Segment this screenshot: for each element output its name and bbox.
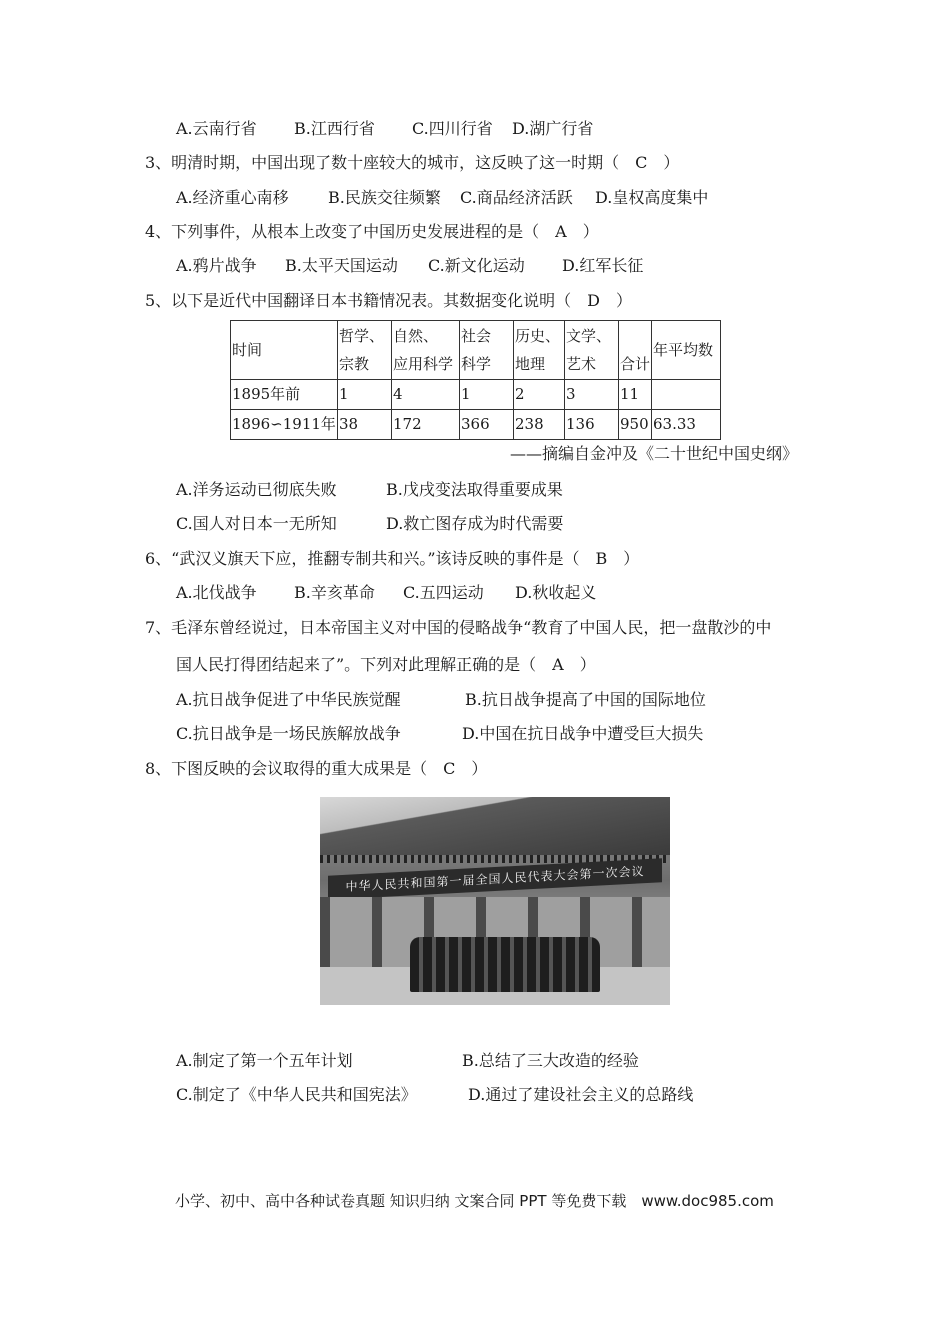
q8-stem: 8、下图反映的会议取得的重大成果是（ C ）: [145, 759, 488, 778]
cell: 1895年前: [231, 380, 338, 410]
q4-option-a: A.鸦片战争: [176, 256, 257, 275]
q5-option-c: C.国人对日本一无所知: [176, 514, 337, 533]
table-row: [231, 410, 721, 440]
q7-option-c: C.抗日战争是一场民族解放战争: [176, 724, 401, 743]
cell: 38: [338, 410, 392, 440]
cell: 11: [619, 380, 652, 410]
translation-table: [230, 320, 721, 440]
cell: 1896∽1911年: [231, 410, 338, 440]
q7-option-d: D.中国在抗日战争中遭受巨大损失: [462, 724, 704, 743]
th-literature-l1: 文学、: [566, 327, 612, 345]
cell: [652, 380, 721, 410]
th-social-l1: 社会: [461, 327, 492, 345]
q3-option-d: D.皇权高度集中: [595, 188, 709, 207]
q2-option-d: D.湖广行省: [512, 119, 594, 138]
q6-option-d: D.秋收起义: [515, 583, 597, 602]
th-history: [514, 321, 565, 380]
th-philosophy: [338, 321, 392, 380]
q4-option-b: B.太平天国运动: [285, 256, 398, 275]
cell: 63.33: [652, 410, 721, 440]
cell: 950: [619, 410, 652, 440]
th-history-l2: 地理: [515, 355, 546, 373]
q8-option-c: C.制定了《中华人民共和国宪法》: [176, 1085, 417, 1104]
cell: 2: [514, 380, 565, 410]
q6-stem: 6、“武汉义旗天下应，推翻专制共和兴。”该诗反映的事件是（ B ）: [145, 549, 640, 568]
page-footer: 小学、初中、高中各种试卷真题 知识归纳 文案合同 PPT 等免费下载 www.doc985.com: [175, 1192, 774, 1210]
q7-option-b: B.抗日战争提高了中国的国际地位: [465, 690, 706, 709]
th-total-l2: 合计: [620, 355, 651, 373]
th-time: [231, 321, 338, 380]
q5-option-d: D.救亡图存成为时代需要: [386, 514, 564, 533]
cell: 172: [392, 410, 460, 440]
cell: 1: [338, 380, 392, 410]
th-time-label: 时间: [232, 340, 263, 359]
q8-option-b: B.总结了三大改造的经验: [462, 1051, 639, 1070]
q5-stem: 5、以下是近代中国翻译日本书籍情况表。其数据变化说明（ D ）: [145, 291, 633, 310]
q8-option-a: A.制定了第一个五年计划: [176, 1051, 353, 1070]
q7-option-a: A.抗日战争促进了中华民族觉醒: [176, 690, 401, 709]
cell: 1: [460, 380, 514, 410]
q3-option-a: A.经济重心南移: [176, 188, 289, 207]
th-social-l2: 科学: [461, 355, 492, 373]
th-science-l1: 自然、: [393, 327, 439, 345]
th-total: [619, 321, 652, 380]
th-philosophy-l2: 宗教: [339, 355, 370, 373]
th-average: [652, 321, 721, 380]
q6-option-a: A.北伐战争: [176, 583, 257, 602]
q5-option-b: B.戊戌变法取得重要成果: [386, 480, 563, 499]
photo-banner: 中华人民共和国第一届全国人民代表大会第一次会议: [328, 858, 662, 900]
photo-roof: [320, 797, 670, 857]
th-science-l2: 应用科学: [393, 355, 454, 373]
q2-option-a: A.云南行省: [176, 119, 257, 138]
q2-option-b: B.江西行省: [294, 119, 375, 138]
q8-option-d: D.通过了建设社会主义的总路线: [468, 1085, 694, 1104]
th-history-l1: 历史、: [515, 327, 561, 345]
th-philosophy-l1: 哲学、: [339, 327, 385, 345]
table-header-row: [231, 321, 721, 380]
q4-option-c: C.新文化运动: [428, 256, 525, 275]
table-source: ——摘编自金冲及《二十世纪中国史纲》: [510, 444, 799, 463]
cell: 3: [565, 380, 619, 410]
th-science: [392, 321, 460, 380]
th-literature-l2: 艺术: [566, 355, 597, 373]
cell: 4: [392, 380, 460, 410]
th-social: [460, 321, 514, 380]
q3-option-b: B.民族交往频繁: [328, 188, 441, 207]
q6-option-b: B.辛亥革命: [294, 583, 375, 602]
q4-stem: 4、下列事件，从根本上改变了中国历史发展进程的是（ A ）: [145, 222, 599, 241]
q4-option-d: D.红军长征: [562, 256, 644, 275]
table-row: [231, 380, 721, 410]
q3-stem: 3、明清时期，中国出现了数十座较大的城市，这反映了这一时期（ C ）: [145, 153, 680, 172]
cell: 366: [460, 410, 514, 440]
th-literature: [565, 321, 619, 380]
cell: 136: [565, 410, 619, 440]
cell: 238: [514, 410, 565, 440]
q7-stem-line2: 国人民打得团结起来了”。下列对此理解正确的是（ A ）: [176, 655, 596, 674]
q5-option-a: A.洋务运动已彻底失败: [176, 480, 337, 499]
photo-crowd: [410, 937, 600, 992]
q6-option-c: C.五四运动: [403, 583, 484, 602]
q3-option-c: C.商品经济活跃: [460, 188, 573, 207]
th-average-label: 年平均数: [653, 340, 714, 359]
q7-stem-line1: 7、毛泽东曾经说过，日本帝国主义对中国的侵略战争“教育了中国人民，把一盘散沙的中: [145, 618, 772, 637]
congress-photo: [320, 797, 670, 1005]
q2-option-c: C.四川行省: [412, 119, 493, 138]
